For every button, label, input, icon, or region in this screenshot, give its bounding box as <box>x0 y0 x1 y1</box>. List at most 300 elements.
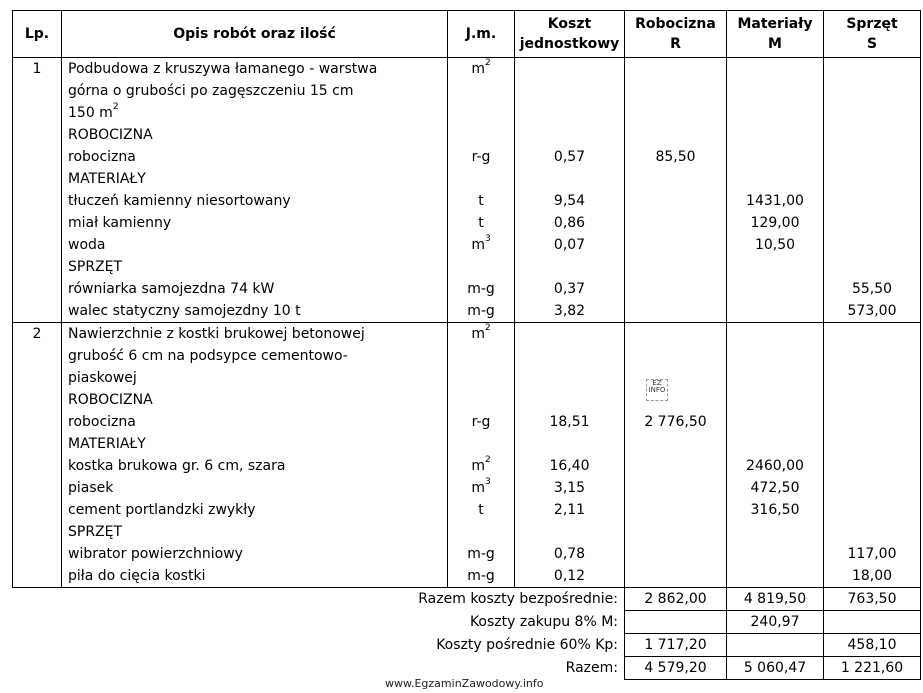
jm-cell-text: t <box>478 193 484 209</box>
table-row <box>13 278 921 300</box>
header-robocizna <box>625 11 727 58</box>
header-opis: Opis robót oraz ilość <box>62 11 448 58</box>
lp-cell <box>13 389 62 411</box>
jm-cell <box>448 433 515 455</box>
lp-cell-text: 2 <box>32 326 42 342</box>
opis-cell-text: ROBOCIZNA <box>68 127 153 143</box>
koszt-cell <box>515 278 625 300</box>
jm-cell <box>448 345 515 367</box>
lp-cell <box>13 58 62 81</box>
opis-cell-text: tłuczeń kamienny niesortowany <box>68 193 291 209</box>
koszt-cell <box>515 345 625 367</box>
table-row <box>13 455 921 477</box>
robocizna-cell <box>625 565 727 588</box>
robocizna-cell <box>625 256 727 278</box>
materialy-cell <box>727 367 824 389</box>
jm-cell-text: t <box>478 215 484 231</box>
sprzet-cell <box>824 521 921 543</box>
summary-row <box>13 588 921 611</box>
summary-sprzet <box>824 611 921 634</box>
opis-cell-text: piła do cięcia kostki <box>68 568 206 584</box>
robocizna-cell <box>625 455 727 477</box>
summary-label-text: Razem: <box>565 660 618 676</box>
summary-materialy-text: 5 060,47 <box>743 660 807 676</box>
sprzet-cell <box>824 58 921 81</box>
table-row <box>13 234 921 256</box>
opis-cell <box>62 389 448 411</box>
jm-cell-text: m-g <box>467 303 495 319</box>
jm-cell-text: m <box>471 326 485 342</box>
opis-cell <box>62 477 448 499</box>
opis-cell <box>62 323 448 346</box>
header-sprzet-line1: Sprzęt <box>846 16 898 32</box>
robocizna-cell-text: 85,50 <box>655 149 696 165</box>
sprzet-cell <box>824 212 921 234</box>
opis-cell-text: walec statyczny samojezdny 10 t <box>68 303 301 319</box>
lp-cell <box>13 323 62 346</box>
robocizna-cell <box>625 433 727 455</box>
robocizna-cell <box>625 323 727 346</box>
summary-sprzet-text: 763,50 <box>847 591 897 607</box>
header-sprzet-line2: S <box>866 36 878 52</box>
koszt-cell <box>515 411 625 433</box>
header-robocizna-line2: R <box>670 36 681 52</box>
opis-cell-text: MATERIAŁY <box>68 171 146 187</box>
jm-cell-exponent: 2 <box>484 455 491 466</box>
summary-label-text: Koszty pośrednie 60% Kp: <box>436 637 618 653</box>
opis-cell-text: SPRZĘT <box>68 524 123 540</box>
robocizna-cell <box>625 345 727 367</box>
sprzet-cell <box>824 234 921 256</box>
summary-materialy <box>727 657 824 680</box>
robocizna-cell <box>625 543 727 565</box>
materialy-cell <box>727 212 824 234</box>
sprzet-cell <box>824 102 921 124</box>
lp-cell <box>13 543 62 565</box>
opis-cell <box>62 80 448 102</box>
sprzet-cell <box>824 455 921 477</box>
opis-cell <box>62 300 448 323</box>
lp-cell <box>13 234 62 256</box>
sprzet-cell <box>824 323 921 346</box>
robocizna-cell <box>625 80 727 102</box>
footer-url: www.EgzaminZawodowy.info <box>385 677 544 690</box>
summary-materialy-text: 240,97 <box>750 614 800 630</box>
robocizna-cell <box>625 411 727 433</box>
robocizna-cell-text: 2 776,50 <box>644 414 707 430</box>
sprzet-cell <box>824 433 921 455</box>
koszt-cell <box>515 433 625 455</box>
materialy-cell <box>727 80 824 102</box>
summary-label <box>13 634 625 657</box>
opis-cell-text: 150 m <box>68 105 113 121</box>
table-row <box>13 433 921 455</box>
table-row <box>13 212 921 234</box>
jm-cell <box>448 146 515 168</box>
lp-cell <box>13 256 62 278</box>
opis-cell <box>62 146 448 168</box>
materialy-cell-text: 1431,00 <box>746 193 804 209</box>
robocizna-cell <box>625 300 727 323</box>
koszt-cell-text: 0,07 <box>553 237 586 253</box>
summary-robocizna <box>625 588 727 611</box>
koszt-cell <box>515 190 625 212</box>
opis-cell-text: robocizna <box>68 414 136 430</box>
materialy-cell <box>727 256 824 278</box>
header-materialy-line2: M <box>768 36 782 52</box>
opis-cell-text: robocizna <box>68 149 136 165</box>
sprzet-cell <box>824 168 921 190</box>
robocizna-cell <box>625 499 727 521</box>
table-row <box>13 58 921 81</box>
lp-cell <box>13 168 62 190</box>
summary-label <box>13 611 625 634</box>
summary-robocizna-text: 1 717,20 <box>644 637 707 653</box>
opis-cell-text: Podbudowa z kruszywa łamanego - warstwa <box>68 61 378 77</box>
jm-cell-exponent: 2 <box>484 58 491 69</box>
summary-sprzet <box>824 634 921 657</box>
materialy-cell <box>727 300 824 323</box>
opis-cell <box>62 455 448 477</box>
opis-cell-text: grubość 6 cm na podsypce cementowo- <box>68 348 348 364</box>
materialy-cell <box>727 389 824 411</box>
jm-cell <box>448 168 515 190</box>
opis-cell <box>62 58 448 81</box>
lp-cell <box>13 80 62 102</box>
sprzet-cell <box>824 256 921 278</box>
jm-cell <box>448 323 515 346</box>
koszt-cell-text: 0,86 <box>553 215 586 231</box>
jm-cell <box>448 80 515 102</box>
materialy-cell <box>727 477 824 499</box>
jm-cell <box>448 58 515 81</box>
jm-cell <box>448 389 515 411</box>
summary-robocizna-text: 4 579,20 <box>644 660 707 676</box>
table-row <box>13 411 921 433</box>
opis-cell <box>62 124 448 146</box>
koszt-cell <box>515 477 625 499</box>
summary-row <box>13 611 921 634</box>
sprzet-cell <box>824 389 921 411</box>
lp-cell <box>13 455 62 477</box>
opis-cell <box>62 499 448 521</box>
lp-cell-text: 1 <box>32 61 42 77</box>
jm-cell-text: t <box>478 502 484 518</box>
sprzet-cell <box>824 543 921 565</box>
jm-cell <box>448 212 515 234</box>
table-row <box>13 345 921 367</box>
header-lp: Lp. <box>13 11 62 58</box>
koszt-cell <box>515 124 625 146</box>
materialy-cell-text: 129,00 <box>750 215 800 231</box>
jm-cell-text: m-g <box>467 546 495 562</box>
lp-cell <box>13 190 62 212</box>
opis-cell-text: górna o grubości po zagęszczeniu 15 cm <box>68 83 354 99</box>
summary-sprzet-text: 1 221,60 <box>840 660 904 676</box>
sprzet-cell <box>824 565 921 588</box>
opis-cell <box>62 212 448 234</box>
header-robocizna-line1: Robocizna <box>635 16 716 32</box>
opis-cell <box>62 234 448 256</box>
sprzet-cell-text: 117,00 <box>847 546 897 562</box>
opis-cell-text: cement portlandzki zwykły <box>68 502 256 518</box>
sprzet-cell <box>824 124 921 146</box>
koszt-cell-text: 9,54 <box>553 193 586 209</box>
opis-cell <box>62 367 448 389</box>
summary-robocizna <box>625 657 727 680</box>
materialy-cell <box>727 521 824 543</box>
materialy-cell <box>727 345 824 367</box>
koszt-cell <box>515 389 625 411</box>
jm-cell-exponent: 3 <box>484 234 491 245</box>
summary-sprzet <box>824 588 921 611</box>
table-row <box>13 389 921 411</box>
table-row <box>13 300 921 323</box>
koszt-cell-text: 16,40 <box>549 458 590 474</box>
jm-cell <box>448 278 515 300</box>
sprzet-cell-text: 573,00 <box>847 303 897 319</box>
materialy-cell <box>727 124 824 146</box>
lp-cell <box>13 212 62 234</box>
summary-label <box>13 588 625 611</box>
robocizna-cell <box>625 124 727 146</box>
materialy-cell-text: 316,50 <box>750 502 800 518</box>
opis-cell-text: Nawierzchnie z kostki brukowej betonowej <box>68 326 365 342</box>
lp-cell <box>13 367 62 389</box>
opis-cell-text: równiarka samojezdna 74 kW <box>68 281 275 297</box>
opis-cell <box>62 543 448 565</box>
materialy-cell <box>727 543 824 565</box>
koszt-cell <box>515 565 625 588</box>
koszt-cell <box>515 212 625 234</box>
jm-cell-text: m <box>471 237 485 253</box>
table-row <box>13 499 921 521</box>
materialy-cell <box>727 411 824 433</box>
sprzet-cell <box>824 278 921 300</box>
sprzet-cell <box>824 499 921 521</box>
summary-robocizna <box>625 611 727 634</box>
jm-cell <box>448 477 515 499</box>
lp-cell <box>13 345 62 367</box>
koszt-cell <box>515 367 625 389</box>
jm-cell-exponent: 3 <box>484 477 491 488</box>
koszt-cell <box>515 102 625 124</box>
opis-cell-text: SPRZĘT <box>68 259 123 275</box>
table-row <box>13 146 921 168</box>
opis-cell <box>62 565 448 588</box>
opis-cell <box>62 411 448 433</box>
lp-cell <box>13 477 62 499</box>
jm-cell <box>448 455 515 477</box>
table-row <box>13 323 921 346</box>
sprzet-cell <box>824 477 921 499</box>
koszt-cell <box>515 256 625 278</box>
jm-cell <box>448 300 515 323</box>
header-row <box>13 11 921 58</box>
sprzet-cell <box>824 367 921 389</box>
materialy-cell <box>727 146 824 168</box>
cost-estimate-table <box>12 10 921 680</box>
header-materialy-line1: Materiały <box>737 16 813 32</box>
summary-materialy <box>727 611 824 634</box>
jm-cell-text: m <box>471 458 485 474</box>
opis-cell <box>62 190 448 212</box>
jm-cell <box>448 411 515 433</box>
koszt-cell <box>515 146 625 168</box>
koszt-cell <box>515 80 625 102</box>
sprzet-cell <box>824 411 921 433</box>
materialy-cell-text: 472,50 <box>750 480 800 496</box>
robocizna-cell <box>625 102 727 124</box>
koszt-cell <box>515 543 625 565</box>
jm-cell <box>448 543 515 565</box>
sprzet-cell-text: 18,00 <box>851 568 893 584</box>
jm-cell-text: m-g <box>467 281 495 297</box>
table-row <box>13 102 921 124</box>
jm-cell <box>448 367 515 389</box>
sprzet-cell-text: 55,50 <box>851 281 893 297</box>
sprzet-cell <box>824 345 921 367</box>
header-koszt-line2: jednostkowy <box>519 36 620 52</box>
header-sprzet <box>824 11 921 58</box>
lp-cell <box>13 124 62 146</box>
jm-cell-text: m <box>471 61 485 77</box>
lp-cell <box>13 521 62 543</box>
lp-cell <box>13 565 62 588</box>
opis-cell <box>62 102 448 124</box>
materialy-cell <box>727 499 824 521</box>
jm-cell <box>448 190 515 212</box>
opis-cell-text: ROBOCIZNA <box>68 392 153 408</box>
lp-cell <box>13 499 62 521</box>
table-row <box>13 124 921 146</box>
robocizna-cell <box>625 58 727 81</box>
koszt-cell <box>515 58 625 81</box>
opis-cell-text: kostka brukowa gr. 6 cm, szara <box>68 458 286 474</box>
header-koszt <box>515 11 625 58</box>
koszt-cell-text: 0,78 <box>553 546 586 562</box>
koszt-cell-text: 2,11 <box>553 502 586 518</box>
jm-cell-exponent: 2 <box>484 323 491 334</box>
materialy-cell <box>727 455 824 477</box>
koszt-cell-text: 0,57 <box>553 149 586 165</box>
koszt-cell <box>515 455 625 477</box>
header-materialy <box>727 11 824 58</box>
summary-sprzet <box>824 657 921 680</box>
koszt-cell <box>515 499 625 521</box>
summary-label-text: Koszty zakupu 8% M: <box>469 614 618 630</box>
opis-cell <box>62 168 448 190</box>
jm-cell <box>448 256 515 278</box>
opis-cell <box>62 256 448 278</box>
koszt-cell <box>515 234 625 256</box>
header-jm: J.m. <box>448 11 515 58</box>
summary-sprzet-text: 458,10 <box>847 637 897 653</box>
jm-cell <box>448 521 515 543</box>
opis-cell-text: miał kamienny <box>68 215 172 231</box>
opis-cell-exponent: 2 <box>112 102 119 113</box>
opis-cell <box>62 433 448 455</box>
summary-robocizna-text: 2 862,00 <box>644 591 707 607</box>
koszt-cell-text: 0,37 <box>553 281 586 297</box>
jm-cell <box>448 565 515 588</box>
materialy-cell <box>727 565 824 588</box>
materialy-cell <box>727 323 824 346</box>
koszt-cell <box>515 521 625 543</box>
materialy-cell <box>727 168 824 190</box>
robocizna-cell <box>625 278 727 300</box>
table-row <box>13 256 921 278</box>
opis-cell <box>62 521 448 543</box>
robocizna-cell <box>625 234 727 256</box>
opis-cell-text: piaskowej <box>68 370 137 386</box>
koszt-cell <box>515 323 625 346</box>
summary-robocizna <box>625 634 727 657</box>
opis-cell-text: piasek <box>68 480 114 496</box>
robocizna-cell <box>625 212 727 234</box>
lp-cell <box>13 278 62 300</box>
jm-cell-text: m-g <box>467 568 495 584</box>
materialy-cell <box>727 58 824 81</box>
robocizna-cell <box>625 389 727 411</box>
opis-cell-text: MATERIAŁY <box>68 436 146 452</box>
header-koszt-line1: Koszt <box>547 16 592 32</box>
koszt-cell-text: 0,12 <box>553 568 586 584</box>
table-row <box>13 367 921 389</box>
materialy-cell <box>727 234 824 256</box>
opis-cell-text: woda <box>68 237 106 253</box>
table-row <box>13 168 921 190</box>
summary-materialy <box>727 588 824 611</box>
lp-cell <box>13 102 62 124</box>
koszt-cell-text: 18,51 <box>549 414 590 430</box>
summary-label-text: Razem koszty bezpośrednie: <box>418 591 618 608</box>
jm-cell <box>448 499 515 521</box>
watermark-logo: EZ INFO <box>646 379 668 401</box>
lp-cell <box>13 146 62 168</box>
summary-materialy <box>727 634 824 657</box>
sprzet-cell <box>824 300 921 323</box>
materialy-cell <box>727 190 824 212</box>
table-row <box>13 80 921 102</box>
opis-cell <box>62 278 448 300</box>
table-row <box>13 190 921 212</box>
jm-cell <box>448 234 515 256</box>
materialy-cell <box>727 433 824 455</box>
jm-cell <box>448 124 515 146</box>
sprzet-cell <box>824 190 921 212</box>
robocizna-cell <box>625 477 727 499</box>
materialy-cell <box>727 102 824 124</box>
summary-row <box>13 634 921 657</box>
koszt-cell-text: 3,15 <box>553 480 586 496</box>
jm-cell-text: r-g <box>471 414 491 430</box>
sprzet-cell <box>824 146 921 168</box>
table-row <box>13 543 921 565</box>
jm-cell <box>448 102 515 124</box>
koszt-cell <box>515 168 625 190</box>
robocizna-cell <box>625 146 727 168</box>
lp-cell <box>13 411 62 433</box>
materialy-cell-text: 2460,00 <box>746 458 804 474</box>
summary-materialy-text: 4 819,50 <box>743 591 807 607</box>
opis-cell-text: wibrator powierzchniowy <box>68 546 243 562</box>
koszt-cell-text: 3,82 <box>553 303 586 319</box>
materialy-cell <box>727 278 824 300</box>
lp-cell <box>13 433 62 455</box>
robocizna-cell <box>625 168 727 190</box>
opis-cell <box>62 345 448 367</box>
